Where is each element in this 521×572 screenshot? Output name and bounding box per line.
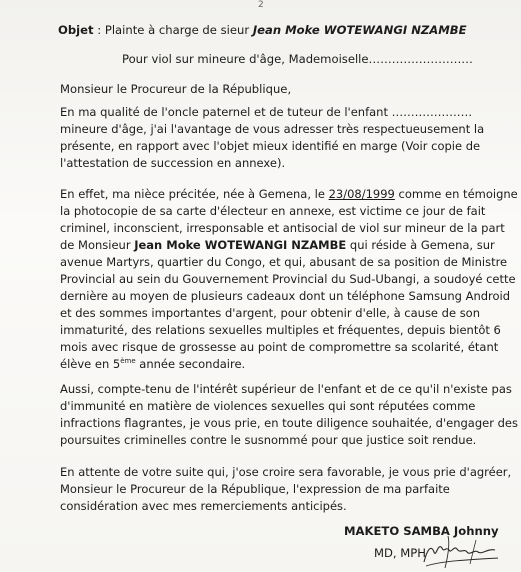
text-line: la photocopie de sa carte d'électeur en annexe, est victime ce jour de fait	[60, 204, 486, 218]
text-segment: élève en 5	[60, 357, 121, 371]
signer-credential: MD, MPH	[374, 546, 427, 560]
text-line: avenue Martyrs, quartier du Congo, et qui, abusant de sa position de Ministre	[60, 255, 508, 269]
text-line: Provincial au sein du Gouvernement Provincial du Sud-Ubangi, a soudoyé cette	[60, 272, 516, 286]
text-segment: année secondaire.	[135, 357, 246, 371]
text-line: mineure d'âge, j'ai l'avantage de vous adresser très respectueusement la	[60, 122, 485, 136]
text-segment: qui réside à Gemena, sur	[346, 238, 495, 252]
text-line	[60, 237, 495, 254]
subject-detail: Pour viol sur mineure d'âge, Mademoiselle………………………	[122, 52, 473, 66]
text-line: mois avec risque de grossesse au point de compromettre sa scolarité, étant	[60, 340, 499, 354]
ordinal-superscript: ème	[120, 357, 136, 366]
accused-name-bold: Jean Moke WOTEWANGI NZAMBE	[134, 238, 347, 252]
paragraph-request	[60, 381, 518, 449]
handwritten-signature	[418, 528, 502, 572]
subject-label: Objet	[58, 23, 94, 37]
text-segment: de Monsieur	[60, 238, 135, 252]
text-line: et des sommes importantes d'argent, pour obtenir d'elle, à cause de son	[60, 306, 481, 320]
paragraph-closing	[60, 464, 512, 515]
text-line	[60, 356, 472, 373]
text-line: dernière au moyen de plusieurs cadeaux dont un téléphone Samsung Android	[60, 289, 511, 303]
text-line: d'immunité en matière de violences sexuelles qui sont réputées comme	[60, 399, 476, 413]
text-line: criminel, inconscient, irresponsable et antisocial de viol sur mineur de la part	[60, 221, 505, 235]
text-line: présente, en rapport avec l'objet mieux identifié en marge (Voir copie de	[60, 139, 481, 153]
paragraph-introduction	[60, 104, 485, 172]
text-segment: comme en témoigne	[394, 187, 518, 201]
text-line: Aussi, compte-tenu de l'intérêt supérieur de l'enfant et de ce qu'il n'existe pas	[60, 382, 512, 396]
text-line: poursuites criminelles contre le susnommé pour que justice soit rendue.	[60, 433, 477, 447]
text-line: considération avec mes remerciements anticipés.	[60, 499, 347, 513]
text-line: En attente de votre suite qui, j'ose croire sera favorable, je vous prie d'agréer,	[60, 465, 512, 479]
accused-name: Jean Moke WOTEWANGI NZAMBE	[252, 23, 467, 37]
text-line: immaturité, des relations sexuelles multiples et fréquentes, depuis bientôt 6	[60, 323, 501, 337]
text-segment: En effet, ma nièce précitée, née à Gemena, le	[60, 187, 329, 201]
text-line: infractions flagrantes, je vous prie, en toute diligence souhaitée, d'engager des	[60, 416, 518, 430]
text-line: En ma qualité de l'oncle paternel et de tuteur de l'enfant …………………	[60, 105, 473, 119]
salutation: Monsieur le Procureur de la République,	[60, 82, 292, 96]
page-number: 2	[258, 0, 264, 10]
subject-text: : Plainte à charge de sieur	[93, 23, 253, 37]
paragraph-facts	[60, 186, 518, 373]
text-line: l'attestation de succession en annexe).	[60, 156, 286, 170]
birth-date: 23/08/1999	[328, 187, 395, 201]
text-line	[60, 186, 518, 203]
subject-line	[58, 23, 467, 37]
text-line: Monsieur le Procureur de la République, l'expression de ma parfaite	[60, 482, 450, 496]
signer-name: MAKETO SAMBA Johnny	[344, 524, 499, 538]
